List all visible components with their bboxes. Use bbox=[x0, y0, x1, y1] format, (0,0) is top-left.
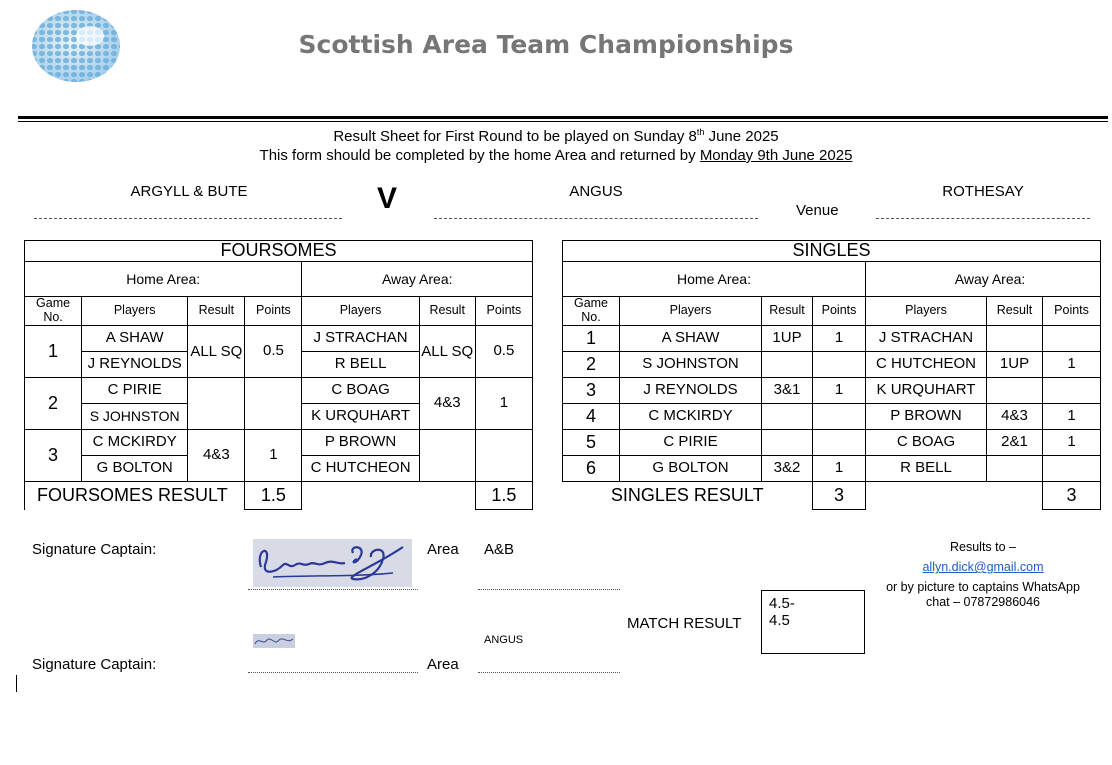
home-points: 1 bbox=[813, 326, 866, 352]
game-no: 5 bbox=[563, 430, 620, 456]
signature-line bbox=[248, 589, 418, 590]
game-no: 2 bbox=[563, 352, 620, 378]
home-result bbox=[188, 378, 245, 430]
away-team: ANGUS bbox=[569, 183, 623, 200]
away-points: 1 bbox=[1043, 352, 1101, 378]
away-player: P BROWN bbox=[302, 430, 419, 456]
col-result: Result bbox=[762, 297, 813, 326]
singles-table bbox=[562, 240, 1101, 510]
table-row bbox=[25, 430, 533, 456]
venue-value: ROTHESAY bbox=[942, 183, 1024, 200]
area-label: Area bbox=[427, 541, 459, 558]
home-player: A SHAW bbox=[620, 326, 762, 352]
singles-away-area: Away Area: bbox=[866, 262, 1101, 297]
col-points: Points bbox=[475, 297, 532, 326]
away-player: C BOAG bbox=[302, 378, 419, 404]
home-player: S JOHNSTON bbox=[620, 352, 762, 378]
area-line bbox=[478, 672, 620, 673]
match-result-value: 4.5 bbox=[769, 612, 790, 630]
home-points bbox=[813, 404, 866, 430]
col-players: Players bbox=[82, 297, 188, 326]
signature-captain-label: Signature Captain: bbox=[32, 656, 157, 673]
away-result bbox=[419, 430, 475, 482]
singles-home-area: Home Area: bbox=[563, 262, 866, 297]
header-rule bbox=[18, 116, 1108, 119]
venue-label: Venue bbox=[796, 202, 839, 219]
match-result-label: MATCH RESULT bbox=[627, 615, 742, 632]
area-line bbox=[478, 589, 620, 590]
header-rule-thin bbox=[18, 121, 1108, 122]
game-no: 2 bbox=[25, 378, 82, 430]
away-result bbox=[987, 456, 1043, 482]
home-player: G BOLTON bbox=[620, 456, 762, 482]
away-player: K URQUHART bbox=[302, 404, 419, 430]
home-player: J REYNOLDS bbox=[620, 378, 762, 404]
away-points: 1 bbox=[475, 378, 532, 430]
home-team-line bbox=[34, 218, 342, 219]
away-team-line bbox=[434, 218, 758, 219]
home-points bbox=[245, 378, 302, 430]
col-players: Players bbox=[866, 297, 987, 326]
whatsapp-note: or by picture to captains WhatsApp bbox=[886, 580, 1080, 594]
away-result: 4&3 bbox=[987, 404, 1043, 430]
signature-captain-label: Signature Captain: bbox=[32, 541, 157, 558]
area-label: Area bbox=[427, 656, 459, 673]
col-points: Points bbox=[1043, 297, 1101, 326]
col-game-no: Game No. bbox=[25, 297, 82, 326]
result-sheet-heading: Result Sheet for First Round to be played on Sunday 8th June 2025 bbox=[333, 127, 779, 145]
match-result-value: 4.5- bbox=[769, 595, 795, 612]
home-player: C MCKIRDY bbox=[620, 404, 762, 430]
singles-result-label: SINGLES RESULT bbox=[610, 484, 764, 505]
text-cursor bbox=[16, 675, 17, 692]
foursomes-away-area: Away Area: bbox=[302, 262, 533, 297]
home-result bbox=[762, 430, 813, 456]
away-player: C HUTCHEON bbox=[302, 456, 419, 482]
table-row bbox=[563, 456, 1101, 482]
home-result bbox=[762, 352, 813, 378]
col-result: Result bbox=[188, 297, 245, 326]
table-row bbox=[25, 326, 533, 352]
away-result: 1UP bbox=[987, 352, 1043, 378]
game-no: 1 bbox=[25, 326, 82, 378]
foursomes-heading: FOURSOMES bbox=[25, 241, 533, 262]
away-points: 1 bbox=[1043, 430, 1101, 456]
away-player: P BROWN bbox=[866, 404, 987, 430]
home-team: ARGYLL & BUTE bbox=[130, 183, 248, 200]
foursomes-result-label: FOURSOMES RESULT bbox=[25, 482, 245, 510]
home-points bbox=[813, 430, 866, 456]
venue-line bbox=[876, 218, 1090, 219]
singles-heading: SINGLES bbox=[563, 241, 1101, 262]
signature-image bbox=[253, 539, 412, 587]
game-no: 1 bbox=[563, 326, 620, 352]
home-points: 0.5 bbox=[245, 326, 302, 378]
foursomes-home-total: 1.5 bbox=[245, 482, 302, 510]
away-result: 2&1 bbox=[987, 430, 1043, 456]
match-result-box bbox=[761, 590, 865, 654]
home-points: 1 bbox=[813, 456, 866, 482]
singles-home-total: 3 bbox=[813, 482, 866, 510]
whatsapp-number: chat – 07872986046 bbox=[926, 595, 1040, 609]
home-player: C PIRIE bbox=[82, 378, 188, 404]
signature-line bbox=[248, 672, 418, 673]
game-no: 3 bbox=[25, 430, 82, 482]
home-points: 1 bbox=[245, 430, 302, 482]
foursomes-home-area: Home Area: bbox=[25, 262, 302, 297]
home-points bbox=[813, 352, 866, 378]
table-row bbox=[563, 404, 1101, 430]
foursomes-table bbox=[24, 240, 533, 510]
away-points: 1 bbox=[1043, 404, 1101, 430]
home-result bbox=[762, 404, 813, 430]
away-player: R BELL bbox=[302, 352, 419, 378]
table-row bbox=[563, 326, 1101, 352]
home-result: 3&2 bbox=[762, 456, 813, 482]
instruction-text: This form should be completed by the home Area and returned by Monday 9th June 2025 bbox=[259, 147, 853, 164]
home-result: ALL SQ bbox=[188, 326, 245, 378]
home-result: 3&1 bbox=[762, 378, 813, 404]
versus-label: V bbox=[376, 182, 397, 215]
table-row bbox=[25, 378, 533, 404]
col-result: Result bbox=[419, 297, 475, 326]
away-points bbox=[1043, 326, 1101, 352]
return-date: Monday 9th June 2025 bbox=[699, 147, 853, 164]
away-result bbox=[987, 378, 1043, 404]
home-player: J REYNOLDS bbox=[82, 352, 188, 378]
home-player: G BOLTON bbox=[82, 456, 188, 482]
table-row bbox=[563, 378, 1101, 404]
home-player: A SHAW bbox=[82, 326, 188, 352]
home-points: 1 bbox=[813, 378, 866, 404]
area-value: ANGUS bbox=[484, 634, 524, 646]
away-player: C BOAG bbox=[866, 430, 987, 456]
col-game-no: Game No. bbox=[563, 297, 620, 326]
away-result: ALL SQ bbox=[419, 326, 475, 378]
home-result: 4&3 bbox=[188, 430, 245, 482]
away-points bbox=[1043, 456, 1101, 482]
foursomes-away-total: 1.5 bbox=[475, 482, 532, 510]
results-email-link[interactable]: allyn.dick@gmail.com bbox=[922, 560, 1044, 574]
table-row bbox=[563, 430, 1101, 456]
away-player: R BELL bbox=[866, 456, 987, 482]
away-player: J STRACHAN bbox=[866, 326, 987, 352]
away-player: C HUTCHEON bbox=[866, 352, 987, 378]
away-points: 0.5 bbox=[475, 326, 532, 378]
home-player: S JOHNSTON bbox=[82, 404, 188, 430]
col-points: Points bbox=[813, 297, 866, 326]
table-row bbox=[563, 352, 1101, 378]
game-no: 3 bbox=[563, 378, 620, 404]
col-result: Result bbox=[987, 297, 1043, 326]
game-no: 4 bbox=[563, 404, 620, 430]
home-player: C PIRIE bbox=[620, 430, 762, 456]
page-title: Scottish Area Team Championships bbox=[298, 30, 794, 59]
col-points: Points bbox=[245, 297, 302, 326]
away-points bbox=[475, 430, 532, 482]
col-players: Players bbox=[620, 297, 762, 326]
away-points bbox=[1043, 378, 1101, 404]
signature-image bbox=[253, 634, 295, 648]
area-value: A&B bbox=[484, 541, 515, 558]
col-players: Players bbox=[302, 297, 419, 326]
home-player: C MCKIRDY bbox=[82, 430, 188, 456]
away-player: J STRACHAN bbox=[302, 326, 419, 352]
away-result: 4&3 bbox=[419, 378, 475, 430]
game-no: 6 bbox=[563, 456, 620, 482]
away-player: K URQUHART bbox=[866, 378, 987, 404]
away-result bbox=[987, 326, 1043, 352]
home-result: 1UP bbox=[762, 326, 813, 352]
singles-away-total: 3 bbox=[1043, 482, 1101, 510]
results-to-label: Results to – bbox=[949, 540, 1016, 554]
